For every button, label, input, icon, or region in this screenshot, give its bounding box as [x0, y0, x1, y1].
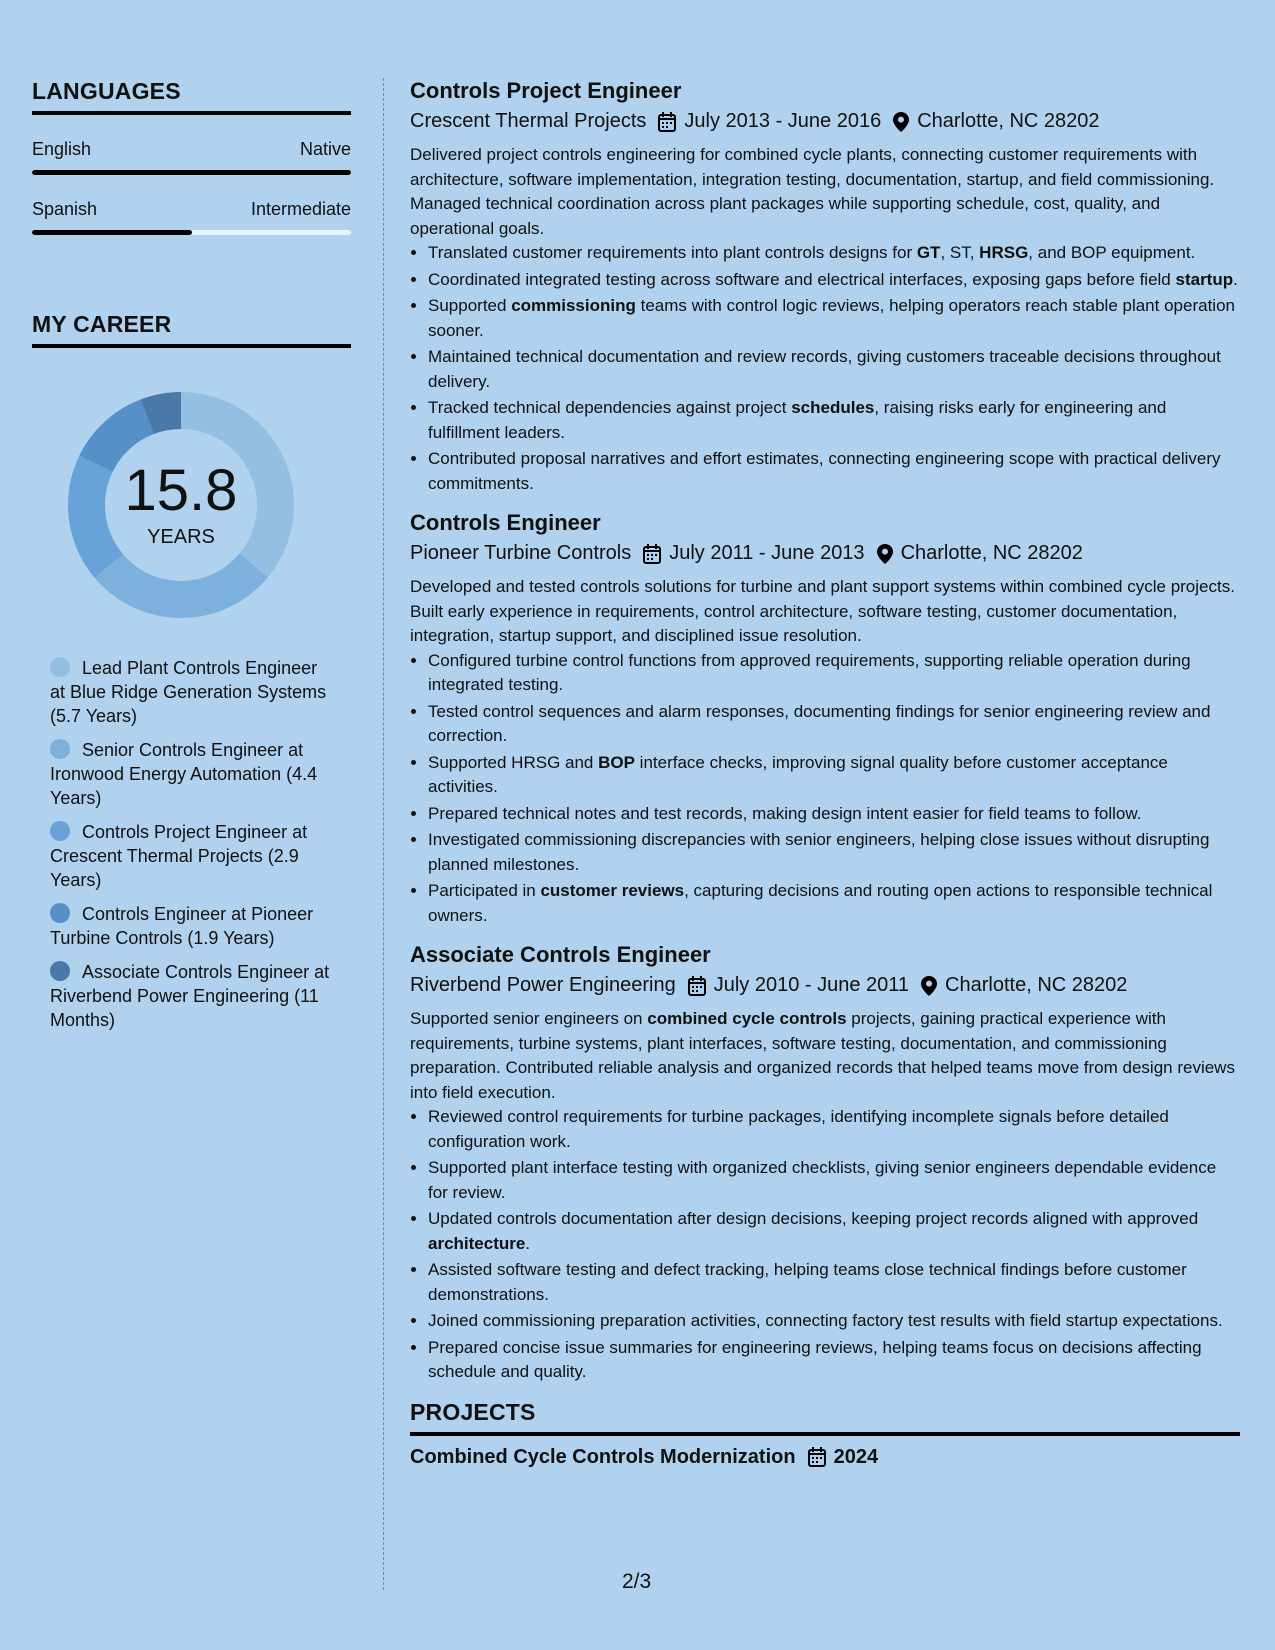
job-meta — [410, 542, 1240, 565]
job-bullet: • Tested control sequences and alarm responses, documenting findings for senior engineering review and correction. — [428, 700, 1240, 749]
job-bullets — [410, 241, 1240, 496]
language-item-english — [32, 139, 351, 175]
job-bullet: • Updated controls documentation after design decisions, keeping project records aligned with approved architecture. — [428, 1207, 1240, 1256]
calendar-icon — [658, 112, 676, 132]
job-bullet: • Configured turbine control functions from approved requirements, supporting reliable operation during integrated testing. — [428, 649, 1240, 698]
job-bullet: • Tracked technical dependencies against project schedules, raising risks early for engineering and fulfillment leaders. — [428, 396, 1240, 445]
project-year: 2024 — [833, 1445, 879, 1468]
job-entry — [410, 942, 1240, 1385]
career-legend-item — [50, 656, 335, 728]
job-location: Charlotte, NC 28202 — [945, 974, 1128, 996]
language-proficiency-fill — [32, 170, 351, 175]
career-legend — [50, 656, 335, 1032]
legend-dot — [50, 657, 70, 677]
job-entry — [410, 78, 1240, 496]
job-company: Crescent Thermal Projects — [410, 110, 647, 132]
calendar-icon — [808, 1447, 826, 1467]
job-bullet: • Translated customer requirements into plant controls designs for GT, ST, HRSG, and BOP equipment. — [428, 241, 1240, 266]
job-company: Riverbend Power Engineering — [410, 974, 676, 996]
column-divider — [383, 78, 384, 1590]
career-heading: MY CAREER — [32, 311, 351, 348]
job-bullets — [410, 1105, 1240, 1385]
job-location: Charlotte, NC 28202 — [917, 110, 1100, 132]
map-pin-icon — [893, 112, 909, 132]
job-bullet: • Supported plant interface testing with organized checklists, giving senior engineers dependable evidence for review. — [428, 1156, 1240, 1205]
job-title: Controls Project Engineer — [410, 78, 682, 103]
legend-dot — [50, 903, 70, 923]
job-summary: Supported senior engineers on combined cycle controls projects, gaining practical experience with requirements, turbine systems, plant interfaces, software testing, documentation, and commissioning preparation. Contributed reliable analysis and organized records that helped teams move from design reviews into field execution. — [410, 1009, 1235, 1102]
language-item-spanish — [32, 199, 351, 235]
job-bullet: • Assisted software testing and defect tracking, helping teams close technical findings before customer demonstrations. — [428, 1258, 1240, 1307]
language-level: Native — [299, 139, 351, 159]
job-title: Associate Controls Engineer — [410, 942, 711, 967]
language-level: Intermediate — [250, 199, 351, 219]
legend-label: Senior Controls Engineer at Ironwood Energy Automation (4.4 Years) — [50, 740, 318, 808]
career-total-value: 15.8 — [124, 457, 238, 523]
job-bullet: • Maintained technical documentation and review records, giving customers traceable decisions throughout delivery. — [428, 345, 1240, 394]
job-summary: Delivered project controls engineering for combined cycle plants, connecting customer requirements with architecture, software implementation, integration testing, documentation, startup, and field commissioning. Managed technical coordination across plant packages while supporting schedule, cost, quality, and operational goals. — [410, 145, 1215, 238]
languages-heading: LANGUAGES — [32, 78, 351, 115]
job-bullet: • Supported HRSG and BOP interface checks, improving signal quality before customer acceptance activities. — [428, 751, 1240, 800]
language-name: Spanish — [32, 199, 98, 219]
map-pin-icon — [877, 544, 893, 564]
main-content — [410, 78, 1240, 1469]
career-legend-item — [50, 960, 335, 1032]
job-dates: July 2011 - June 2013 — [669, 542, 865, 564]
job-bullets — [410, 649, 1240, 929]
career-total-unit: YEARS — [147, 525, 215, 548]
map-pin-icon — [921, 976, 937, 996]
job-bullet: • Investigated commissioning discrepancies with senior engineers, helping close issues without disrupting planned milestones. — [428, 828, 1240, 877]
job-meta — [410, 110, 1240, 133]
job-bullet: • Coordinated integrated testing across software and electrical interfaces, exposing gaps before field startup. — [428, 268, 1240, 293]
job-summary: Developed and tested controls solutions for turbine and plant support systems within combined cycle projects. Built early experience in requirements, control architecture, software testing, customer documentation, integration, startup support, and disciplined issue resolution. — [410, 577, 1235, 645]
sidebar — [32, 78, 351, 1042]
calendar-icon — [688, 976, 706, 996]
career-legend-item — [50, 902, 335, 950]
legend-label: Associate Controls Engineer at Riverbend Power Engineering (11 Months) — [50, 962, 330, 1030]
job-bullet: • Participated in customer reviews, capturing decisions and routing open actions to responsible technical owners. — [428, 879, 1240, 928]
job-bullet: • Joined commissioning preparation activities, connecting factory test results with field startup expectations. — [428, 1309, 1240, 1334]
legend-label: Lead Plant Controls Engineer at Blue Ridge Generation Systems (5.7 Years) — [50, 658, 327, 726]
language-proficiency-fill — [32, 230, 192, 235]
projects-heading: PROJECTS — [410, 1399, 1240, 1436]
legend-label: Controls Project Engineer at Crescent Thermal Projects (2.9 Years) — [50, 822, 308, 890]
job-company: Pioneer Turbine Controls — [410, 542, 632, 564]
legend-dot — [50, 739, 70, 759]
job-bullet: • Contributed proposal narratives and effort estimates, connecting engineering scope with practical delivery commitments. — [428, 447, 1240, 496]
legend-dot — [50, 821, 70, 841]
experience-list — [410, 78, 1240, 1385]
job-location: Charlotte, NC 28202 — [900, 542, 1083, 564]
career-legend-item — [50, 820, 335, 892]
job-title: Controls Engineer — [410, 510, 601, 535]
job-meta — [410, 974, 1240, 997]
career-donut-chart — [66, 390, 296, 620]
job-dates: July 2010 - June 2011 — [713, 974, 910, 996]
job-bullet: • Supported commissioning teams with control logic reviews, helping operators reach stable plant operation sooner. — [428, 294, 1240, 343]
project-item — [410, 1446, 1240, 1469]
legend-dot — [50, 961, 70, 981]
language-proficiency-bar — [32, 230, 351, 235]
project-name: Combined Cycle Controls Modernization — [410, 1445, 796, 1468]
job-bullet: • Reviewed control requirements for turbine packages, identifying incomplete signals before detailed configuration work. — [428, 1105, 1240, 1154]
page-number: 2/3 — [622, 1570, 652, 1593]
job-dates: July 2013 - June 2016 — [684, 110, 882, 132]
job-entry — [410, 510, 1240, 928]
language-name: English — [32, 139, 92, 159]
legend-label: Controls Engineer at Pioneer Turbine Controls (1.9 Years) — [50, 904, 314, 948]
language-proficiency-bar — [32, 170, 351, 175]
job-bullet: • Prepared concise issue summaries for engineering reviews, helping teams focus on decisions affecting schedule and quality. — [428, 1336, 1240, 1385]
career-legend-item — [50, 738, 335, 810]
calendar-icon — [643, 544, 661, 564]
job-bullet: • Prepared technical notes and test records, making design intent easier for field teams to follow. — [428, 802, 1240, 827]
